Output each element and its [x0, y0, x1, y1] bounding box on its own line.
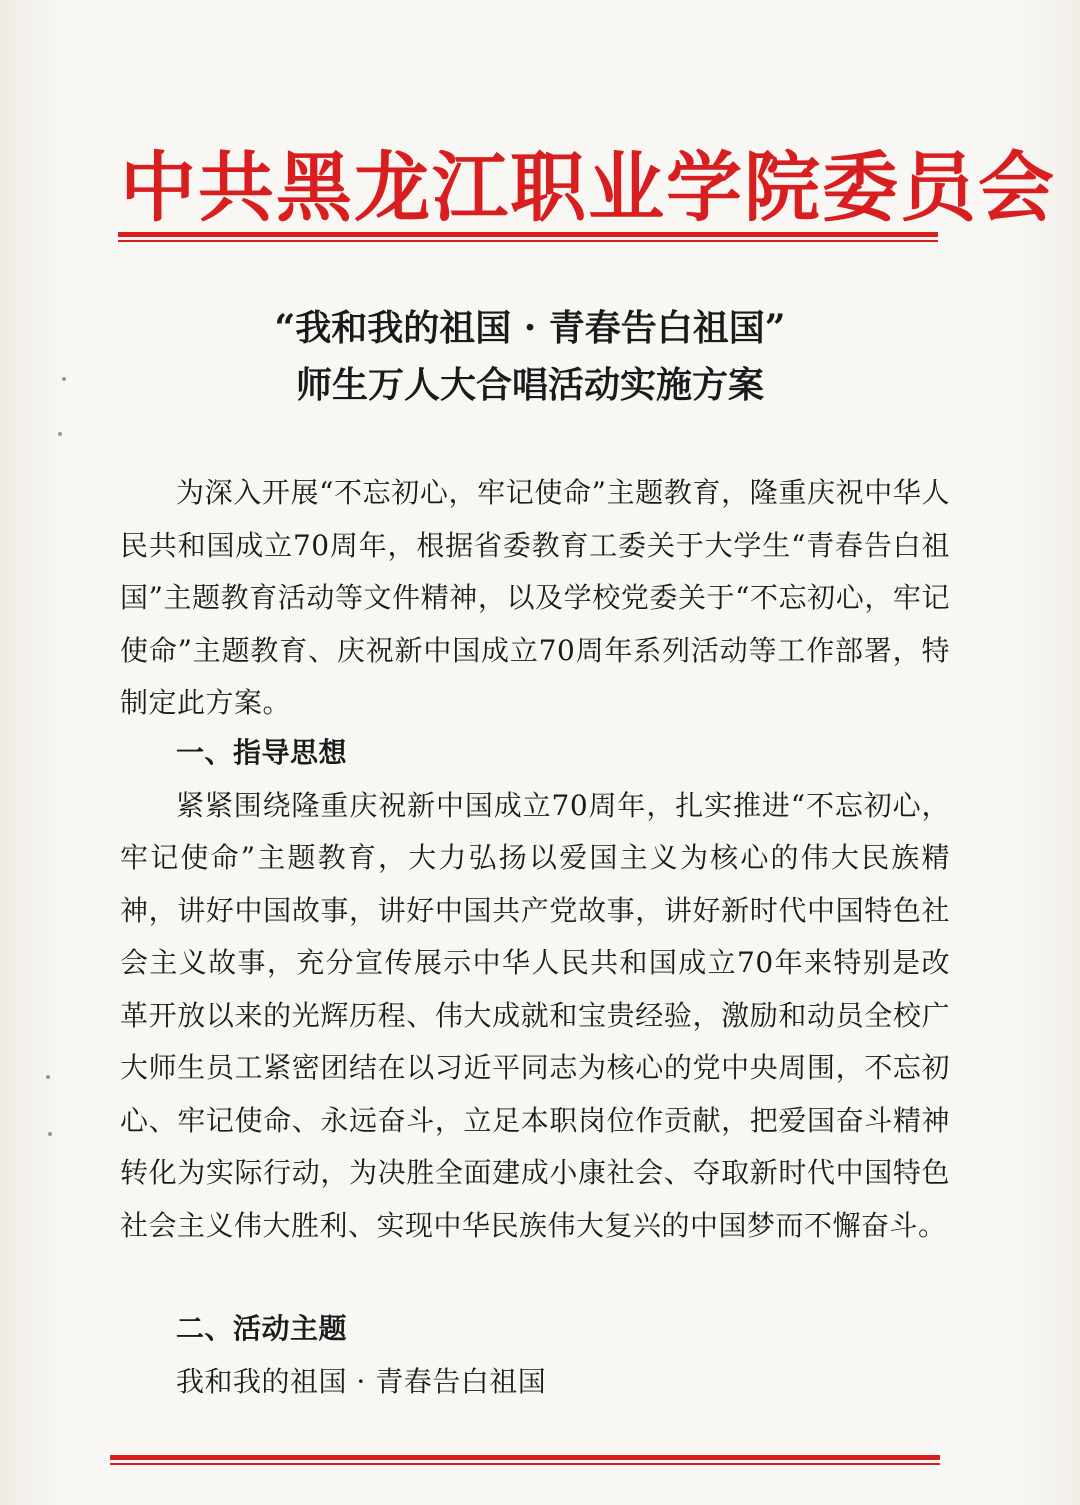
section-2-heading: 二、活动主题 [176, 1312, 348, 1345]
binding-hole-mark [58, 432, 62, 436]
intro-paragraph: 为深入开展“不忘初心，牢记使命”主题教育，隆重庆祝中华人民共和国成立70周年，根据省委教育工委关于大学生“青春告白祖国”主题教育活动等文件精神，以及学校党委关于“不忘初心，牢记使命”主题教育、庆祝新中国成立70周年系列活动等工作部署，特制定此方案。 [120, 476, 950, 719]
header-red-rule-thin [118, 240, 938, 242]
intro-block [120, 467, 950, 730]
binding-hole-mark [62, 377, 66, 381]
footer-red-rule-thin [110, 1463, 940, 1465]
footer-red-rule [110, 1455, 940, 1460]
document-title-line-2: 师生万人大合唱活动实施方案 [295, 364, 764, 406]
document-header-organization: 中共黑龙江职业学院委员会 [120, 143, 1056, 232]
section-1-heading: 一、指导思想 [176, 736, 348, 769]
section-2-block [120, 1303, 950, 1408]
binding-hole-mark [46, 1075, 50, 1079]
section-1-paragraph: 紧紧围绕隆重庆祝新中国成立70周年，扎实推进“不忘初心，牢记使命”主题教育，大力弘扬以爱国主义为核心的伟大民族精神，讲好中国故事，讲好中国共产党故事，讲好新时代中国特色社会主义故事，充分宣传展示中华人民共和国成立70年来特别是改革开放以来的光辉历程、伟大成就和宝贵经验，激励和动员全校广大师生员工紧密团结在以习近平同志为核心的党中央周围，不忘初心、牢记使命、永远奋斗，立足本职岗位作贡献，把爱国奋斗精神转化为实际行动，为决胜全面建成小康社会、夺取新时代中国特色社会主义伟大胜利、实现中华民族伟大复兴的中国梦而不懈奋斗。 [120, 788, 950, 1242]
section-1-block [120, 727, 950, 1252]
document-title-line-1: “我和我的祖国 · 青春告白祖国” [274, 307, 786, 349]
section-2-paragraph: 我和我的祖国 · 青春告白祖国 [176, 1364, 547, 1398]
binding-hole-mark [48, 1132, 52, 1136]
header-red-rule [118, 232, 938, 237]
